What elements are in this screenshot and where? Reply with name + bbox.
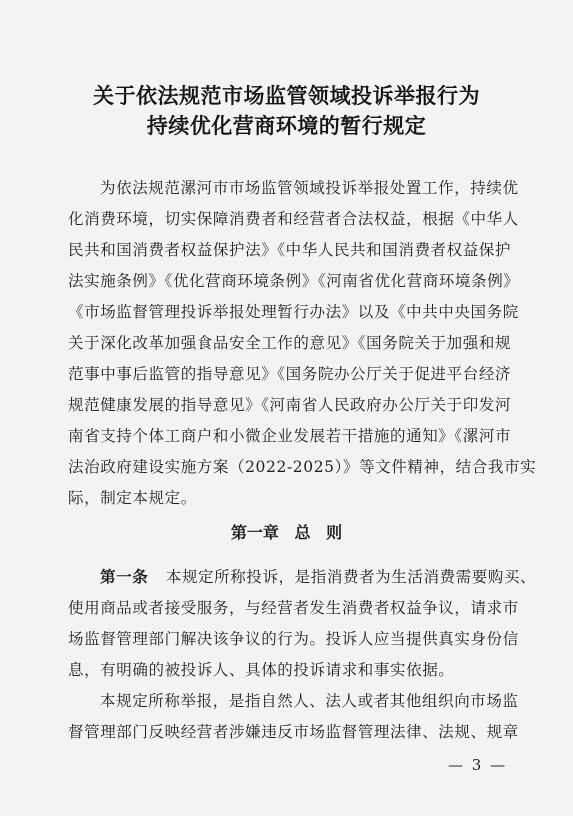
article1-line: 场监督管理部门解决该争议的行为。投诉人应当提供真实身份信 bbox=[68, 630, 519, 648]
paragraph2-line: 本规定所称举报，是指自然人、法人或者其他组织向市场监 bbox=[100, 692, 519, 710]
document-title-line2: 持续优化营商环境的暂行规定 bbox=[146, 114, 427, 138]
article1-line: 使用商品或者接受服务，与经营者发生消费者权益争议，请求市 bbox=[68, 599, 519, 617]
article1-first-text: 本规定所称投诉，是指消费者为生活消费需要购买、 bbox=[165, 568, 537, 586]
article1-line: 息，有明确的被投诉人、具体的投诉请求和事实依据。 bbox=[68, 661, 455, 679]
page-number: — 3 — bbox=[448, 756, 508, 774]
preamble-line: 化消费环境，切实保障消费者和经营者合法权益，根据《中华人 bbox=[68, 210, 519, 228]
paragraph2-line: 督管理部门反映经营者涉嫌违反市场监督管理法律、法规、规章 bbox=[68, 723, 519, 741]
preamble-line: 关于深化改革加强食品安全工作的意见》《国务院关于加强和规 bbox=[68, 334, 512, 352]
document-title-line1: 关于依法规范市场监管领域投诉举报行为 bbox=[93, 84, 480, 108]
preamble-line: 法实施条例》《优化营商环境条例》《河南省优化营商环境条例》 bbox=[68, 272, 520, 290]
article1-label: 第一条 bbox=[100, 568, 149, 586]
preamble-line: 南省支持个体工商户和小微企业发展若干措施的通知》《漯河市 bbox=[68, 427, 512, 445]
preamble-line: 际，制定本规定。 bbox=[68, 489, 197, 507]
preamble-line: 法治政府建设实施方案（2022-2025）》等文件精神，结合我市实 bbox=[68, 458, 537, 476]
preamble-line: 规范健康发展的指导意见》《河南省人民政府办公厅关于印发河 bbox=[68, 396, 512, 414]
preamble-line: 为依法规范漯河市市场监管领域投诉举报处置工作，持续优 bbox=[100, 179, 519, 197]
preamble-line: 民共和国消费者权益保护法》《中华人民共和国消费者权益保护 bbox=[68, 241, 512, 259]
preamble-line: 《市场监督管理投诉举报处理暂行办法》以及《中共中央国务院 bbox=[68, 303, 519, 321]
article1-first-line bbox=[100, 567, 536, 587]
chapter-title: 第一章 总 则 bbox=[230, 523, 343, 542]
preamble-line: 范事中事后监管的指导意见》《国务院办公厅关于促进平台经济 bbox=[68, 365, 512, 383]
